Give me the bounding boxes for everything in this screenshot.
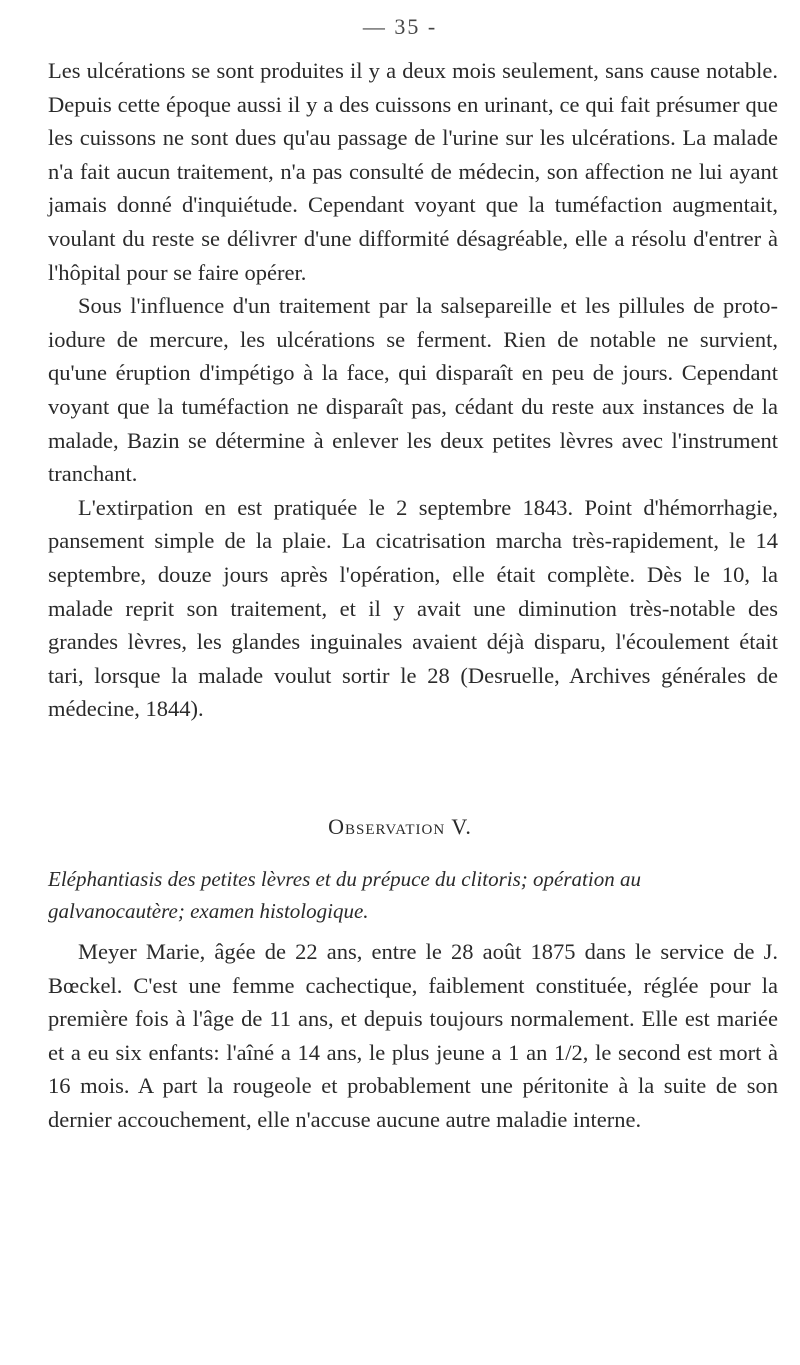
paragraph: Meyer Marie, âgée de 22 ans, entre le 28 août 1875 dans le service de J. Bœckel. C'est une femme cachectique, faiblement constituée, réglée pour la première fois à l'âge de 11 ans, et depuis toujours normalement. Elle est mariée et a eu six enfants: l'aîné a 14 ans, le plus jeune a 1 an 1/2, le second est mort à 16 mois. A part la rougeole et probablement une péritonite à la suite de son dernier accouchement, elle n'accuse aucune autre maladie interne.	[48, 939, 778, 1132]
paragraph: L'extirpation en est pratiquée le 2 septembre 1843. Point d'hémorrhagie, pansement simple de la plaie. La cicatrisation marcha très-rapidement, le 14 septembre, douze jours après l'opération, elle était complète. Dès le 10, la malade reprit son traitement, et il y avait une diminution très-notable des grandes lèvres, les glandes inguinales avaient déjà disparu, l'écoulement était tari, lorsque la malade voulut sortir le 28 (Desruelle, Archives générales de médecine, 1844).	[48, 494, 778, 722]
top-text-block	[48, 54, 778, 726]
paragraph: Les ulcérations se sont produites il y a deux mois seulement, sans cause notable. Depuis cette époque aussi il y a des cuissons en urinant, ce qui fait présumer que les cuissons ne sont dues qu'au passage de l'urine sur les ulcérations. La malade n'a fait aucun traitement, n'a pas consulté de médecin, son affection ne lui ayant jamais donné d'inquiétude. Cependant voyant que la tuméfaction augmentait, voulant du reste se délivrer d'une difformité désagréable, elle a résolu d'entrer à l'hôpital pour se faire opérer.	[48, 58, 778, 285]
paragraph: Sous l'influence d'un traitement par la salsepareille et les pillules de proto-iodure de mercure, les ulcérations se ferment. Rien de notable ne survient, qu'une éruption d'impétigo à la face, qui disparaît en peu de jours. Cependant voyant que la tuméfaction ne disparaît pas, cédant du reste aux instances de la malade, Bazin se détermine à enlever les deux petites lèvres avec l'instrument tranchant.	[48, 293, 778, 487]
observation-heading: Observation V.	[328, 814, 472, 839]
bottom-text-block	[48, 935, 778, 1137]
page-number: — 35 -	[362, 14, 438, 39]
observation-subtitle: Eléphantiasis des petites lèvres et du prépuce du clitoris; opération au galvanocautère; examen histologique.	[48, 867, 641, 923]
